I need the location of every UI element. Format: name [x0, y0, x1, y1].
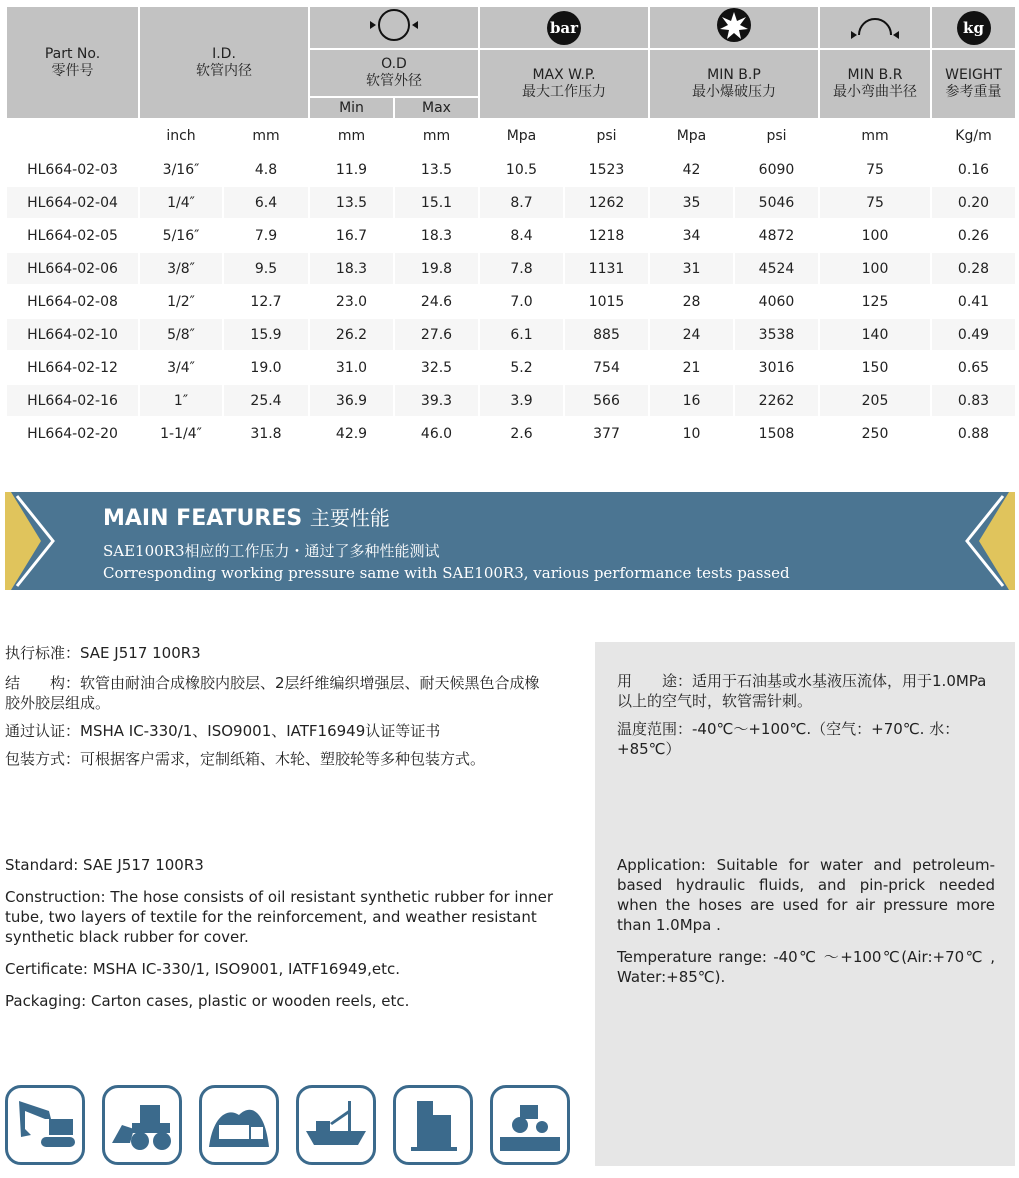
table-cell: 1-1/4″: [139, 417, 223, 450]
table-cell: 1015: [564, 285, 649, 318]
table-row: [6, 186, 1016, 219]
header-od-max: Max: [394, 97, 479, 119]
table-cell: 12.7: [223, 285, 309, 318]
part-number-cell: HL664-02-05: [6, 219, 139, 252]
table-cell: 15.1: [394, 186, 479, 219]
table-row: [6, 384, 1016, 417]
cn-application: 用 途：适用于石油基或水基液压流体，用于1.0MPa以上的空气时，软管需针刺。: [617, 672, 987, 710]
en-right: [617, 855, 995, 987]
en-application: Application: Suitable for water and petroleum-based hydraulic fluids, and pin-prick needed when the hoses are used for air pressure more than 1.0Mpa .: [617, 856, 995, 934]
cn-standard: 执行标准：SAE J517 100R3: [5, 644, 201, 662]
banner-line-cn: SAE100R3相应的工作压力・通过了多种性能测试: [103, 542, 440, 560]
table-cell: 7.9: [223, 219, 309, 252]
table-cell: 885: [564, 318, 649, 351]
bar-icon: bar: [479, 6, 649, 49]
table-cell: 3016: [734, 351, 819, 384]
table-cell: 18.3: [394, 219, 479, 252]
header-id: I.D. 软管内径: [139, 6, 309, 119]
agriculture-tractor-icon: [490, 1085, 570, 1165]
ship-icon: [296, 1085, 376, 1165]
banner-line-en: Corresponding working pressure same with SAE100R3, various performance tests passed: [103, 564, 790, 582]
table-cell: 150: [819, 351, 931, 384]
header-od: O.D 软管外径: [309, 49, 479, 97]
part-number-cell: HL664-02-16: [6, 384, 139, 417]
table-cell: 0.83: [931, 384, 1016, 417]
table-cell: 16.7: [309, 219, 394, 252]
table-cell: 42: [649, 153, 734, 186]
table-cell: 28: [649, 285, 734, 318]
table-cell: 31.0: [309, 351, 394, 384]
application-icons: [5, 1085, 570, 1165]
table-cell: 24.6: [394, 285, 479, 318]
table-cell: psi: [734, 119, 819, 153]
table-cell: 26.2: [309, 318, 394, 351]
table-cell: 140: [819, 318, 931, 351]
table-cell: 6090: [734, 153, 819, 186]
table-cell: 31.8: [223, 417, 309, 450]
table-cell: 1523: [564, 153, 649, 186]
table-cell: 377: [564, 417, 649, 450]
table-cell: 0.20: [931, 186, 1016, 219]
header-min-bp: MIN B.P 最小爆破压力: [649, 49, 819, 119]
cn-packaging: 包装方式：可根据客户需求，定制纸箱、木轮、塑胶轮等多种包装方式。: [5, 750, 486, 768]
table-cell: mm: [394, 119, 479, 153]
table-cell: 100: [819, 252, 931, 285]
table-cell: 0.26: [931, 219, 1016, 252]
mining-truck-icon: [199, 1085, 279, 1165]
cn-right: [617, 671, 997, 759]
en-packaging: Packaging: Carton cases, plastic or wooden reels, etc.: [5, 992, 410, 1010]
table-cell: 8.4: [479, 219, 564, 252]
table-cell: Kg/m: [931, 119, 1016, 153]
table-cell: 31: [649, 252, 734, 285]
excavator-icon: [5, 1085, 85, 1165]
spec-table: [5, 5, 1017, 451]
header-weight: WEIGHT 参考重量: [931, 49, 1016, 119]
table-cell: 10.5: [479, 153, 564, 186]
wheel-loader-icon: [102, 1085, 182, 1165]
table-cell: 36.9: [309, 384, 394, 417]
bend-radius-icon: [819, 6, 931, 49]
table-cell: inch: [139, 119, 223, 153]
table-cell: 27.6: [394, 318, 479, 351]
table-cell: 3538: [734, 318, 819, 351]
cn-specs: [5, 643, 550, 769]
table-cell: 75: [819, 153, 931, 186]
table-cell: 23.0: [309, 285, 394, 318]
table-cell: 754: [564, 351, 649, 384]
table-cell: 13.5: [394, 153, 479, 186]
table-cell: 46.0: [394, 417, 479, 450]
building-icon: [393, 1085, 473, 1165]
table-cell: 34: [649, 219, 734, 252]
table-cell: 1508: [734, 417, 819, 450]
table-cell: 42.9: [309, 417, 394, 450]
table-row: [6, 252, 1016, 285]
table-cell: 4872: [734, 219, 819, 252]
table-cell: 10: [649, 417, 734, 450]
table-cell: 3/4″: [139, 351, 223, 384]
table-row: [6, 417, 1016, 450]
header-max-wp: MAX W.P. 最大工作压力: [479, 49, 649, 119]
cn-construction: 结 构：软管由耐油合成橡胶内胶层、2层纤维编织增强层、耐天候黑色合成橡胶外胶层组成。: [5, 674, 540, 712]
part-number-cell: HL664-02-06: [6, 252, 139, 285]
table-row: [6, 153, 1016, 186]
table-cell: 1/4″: [139, 186, 223, 219]
part-number-cell: HL664-02-04: [6, 186, 139, 219]
en-standard: Standard: SAE J517 100R3: [5, 856, 204, 874]
table-cell: 16: [649, 384, 734, 417]
table-cell: 7.8: [479, 252, 564, 285]
table-cell: [6, 119, 139, 153]
table-cell: 19.0: [223, 351, 309, 384]
table-cell: 205: [819, 384, 931, 417]
table-cell: 2.6: [479, 417, 564, 450]
table-cell: 0.41: [931, 285, 1016, 318]
table-cell: 5046: [734, 186, 819, 219]
table-cell: 6.4: [223, 186, 309, 219]
part-number-cell: HL664-02-10: [6, 318, 139, 351]
table-cell: 0.49: [931, 318, 1016, 351]
part-number-cell: HL664-02-12: [6, 351, 139, 384]
table-row: [6, 285, 1016, 318]
header-min-br: MIN B.R 最小弯曲半径: [819, 49, 931, 119]
table-cell: 1262: [564, 186, 649, 219]
table-cell: 566: [564, 384, 649, 417]
header-od-min: Min: [309, 97, 394, 119]
banner-title: MAIN FEATURES 主要性能: [103, 506, 390, 531]
table-cell: 1″: [139, 384, 223, 417]
table-cell: 3/8″: [139, 252, 223, 285]
table-cell: 15.9: [223, 318, 309, 351]
table-cell: 39.3: [394, 384, 479, 417]
table-row: [6, 318, 1016, 351]
part-number-cell: HL664-02-20: [6, 417, 139, 450]
table-cell: 5/8″: [139, 318, 223, 351]
table-row: [6, 351, 1016, 384]
table-cell: 4524: [734, 252, 819, 285]
header-part-no: Part No. 零件号: [6, 6, 139, 119]
table-cell: 3/16″: [139, 153, 223, 186]
table-cell: 25.4: [223, 384, 309, 417]
table-cell: 75: [819, 186, 931, 219]
table-cell: 125: [819, 285, 931, 318]
table-cell: psi: [564, 119, 649, 153]
en-construction: Construction: The hose consists of oil resistant synthetic rubber for inner tube, two layers of textile for the reinforcement, and weather resistant synthetic black rubber for cover.: [5, 888, 554, 946]
table-cell: 11.9: [309, 153, 394, 186]
table-cell: 3.9: [479, 384, 564, 417]
table-cell: 4060: [734, 285, 819, 318]
table-cell: 100: [819, 219, 931, 252]
table-cell: 0.28: [931, 252, 1016, 285]
table-cell: 4.8: [223, 153, 309, 186]
table-cell: 19.8: [394, 252, 479, 285]
table-cell: 250: [819, 417, 931, 450]
od-icon: [309, 6, 479, 49]
en-temperature: Temperature range: -40℃ ～+100℃(Air:+70℃ , Water:+85℃).: [617, 948, 995, 986]
burst-icon: [649, 6, 819, 49]
table-cell: 1/2″: [139, 285, 223, 318]
table-cell: 5/16″: [139, 219, 223, 252]
table-cell: 13.5: [309, 186, 394, 219]
table-cell: 1131: [564, 252, 649, 285]
table-cell: 6.1: [479, 318, 564, 351]
cn-temperature: 温度范围：-40℃～+100℃.（空气：+70℃. 水：+85℃）: [617, 720, 960, 758]
table-cell: 5.2: [479, 351, 564, 384]
table-cell: 2262: [734, 384, 819, 417]
table-cell: 7.0: [479, 285, 564, 318]
table-cell: 8.7: [479, 186, 564, 219]
table-cell: 1218: [564, 219, 649, 252]
main-features-banner: [5, 492, 1015, 590]
table-cell: 0.65: [931, 351, 1016, 384]
table-cell: 0.88: [931, 417, 1016, 450]
table-cell: 18.3: [309, 252, 394, 285]
table-row: [6, 219, 1016, 252]
en-certificate: Certificate: MSHA IC-330/1, ISO9001, IATF16949,etc.: [5, 960, 400, 978]
en-specs: [5, 855, 555, 1011]
table-cell: 0.16: [931, 153, 1016, 186]
table-cell: mm: [223, 119, 309, 153]
cn-certificate: 通过认证：MSHA IC-330/1、ISO9001、IATF16949认证等证书: [5, 722, 441, 740]
table-cell: 32.5: [394, 351, 479, 384]
table-cell: mm: [309, 119, 394, 153]
weight-icon: kg: [931, 6, 1016, 49]
table-cell: 24: [649, 318, 734, 351]
table-cell: 21: [649, 351, 734, 384]
table-cell: 9.5: [223, 252, 309, 285]
table-cell: 35: [649, 186, 734, 219]
part-number-cell: HL664-02-08: [6, 285, 139, 318]
table-cell: Mpa: [649, 119, 734, 153]
table-cell: mm: [819, 119, 931, 153]
part-number-cell: HL664-02-03: [6, 153, 139, 186]
units-row: [6, 119, 1016, 153]
table-cell: Mpa: [479, 119, 564, 153]
